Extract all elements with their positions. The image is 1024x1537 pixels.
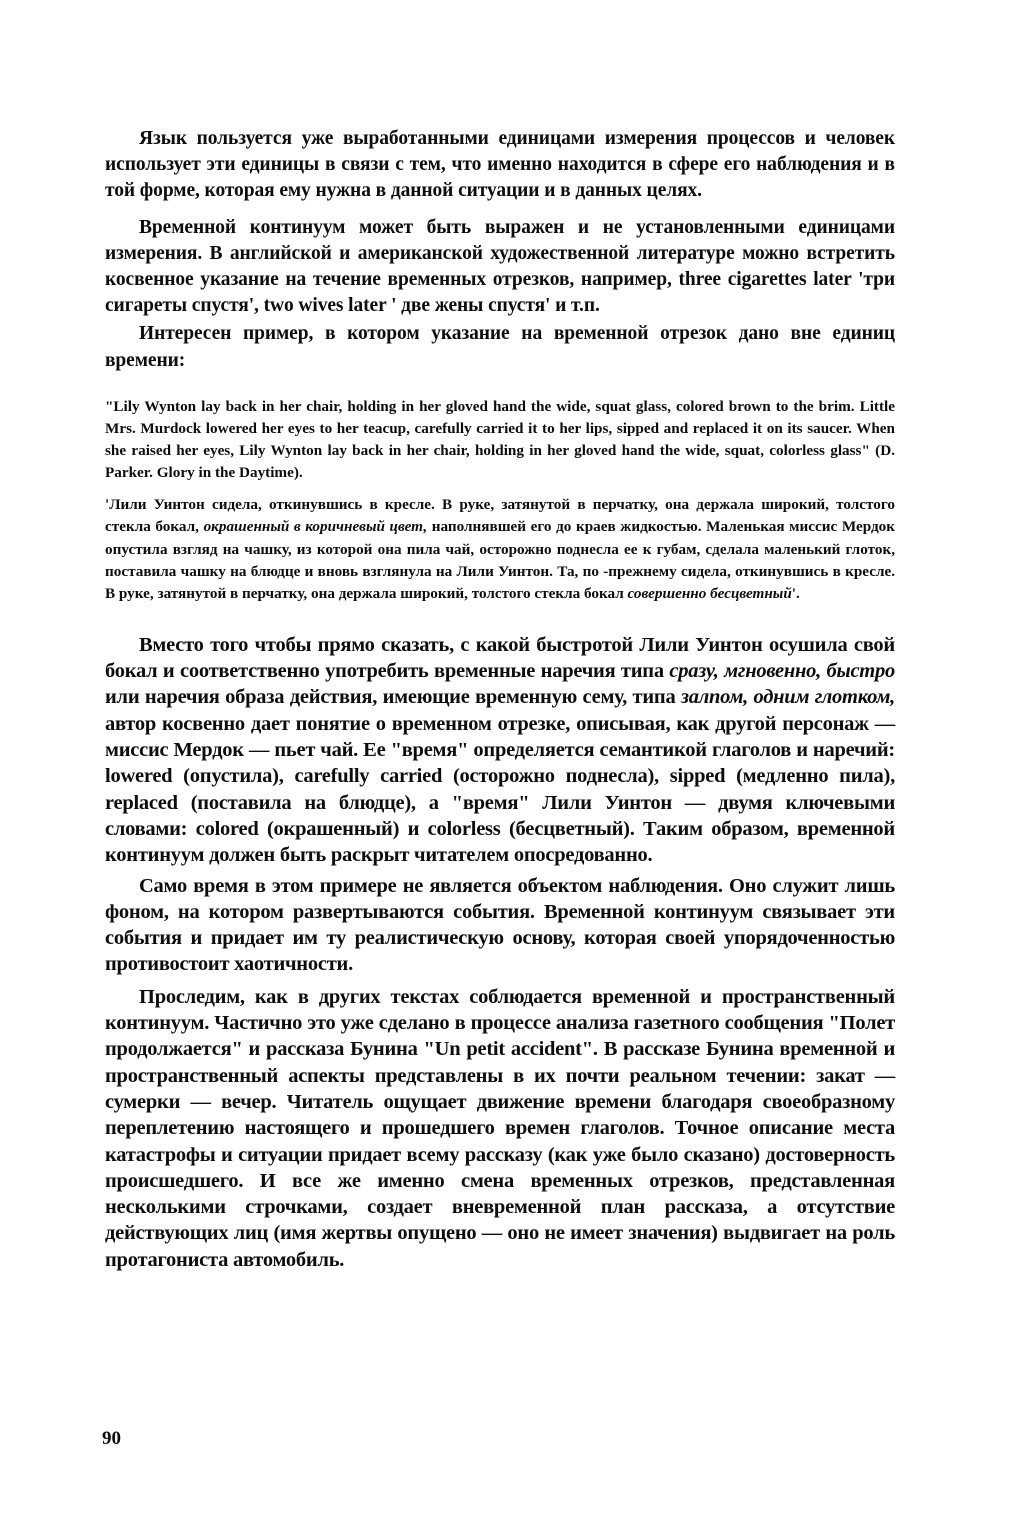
paragraph-4-text-3: автор косвенно дает понятие о временном отрезке, описывая, как другой персонаж — миссис Мердок — пьет чай. Ее "время" определяется семантикой глаголов и наречий: lowered (опустила), carefully carried (осторожно поднесла), sipped (медленно пила), replaced (поставила на блюдце), а "время" Лили Уинтон — двумя ключевыми словами: colored (окрашенный) и colorless (бесцветный). Таким образом, временной континуум должен быть раскрыт читателем опосредованно. <box>105 712 895 867</box>
quote-russian-text-1: 'Лили Уинтон сидела, откинувшись в кресле. В руке, затянутой в перчатку, она держала широкий, толстого стекла бокал, <box>105 495 895 536</box>
quote-russian <box>105 494 895 606</box>
paragraph-4-emphasis-2: залпом, одним глотком, <box>680 686 895 709</box>
paragraph-4-text-1: Вместо того чтобы прямо сказать, с какой быстротой Лили Уинтон осушила свой бокал и соответственно употребить временные наречия типа <box>105 633 895 683</box>
paragraph-4 <box>105 632 895 869</box>
paragraph-4-text-2: или наречия образа действия, имеющие временную сему, типа <box>105 686 681 709</box>
paragraph-5: Само время в этом примере не является объектом наблюдения. Оно служит лишь фоном, на котором развертываются события. Временной континуум связывает эти события и придает им ту реалистическую основу, которая своей упорядоченностью противостоит хаотичности. <box>105 874 895 976</box>
quote-english: "Lily Wynton lay back in her chair, holding in her gloved hand the wide, squat glass, colored brown to the brim. Little Mrs. Murdock lowered her eyes to her teacup, carefully carried it to her lips, sipped and replaced it on its saucer. When she raised her eyes, Lily Wynton lay back in her chair, holding in her gloved hand the wide, squat, colorless glass" (D. Parker. Glory in the Daytime). <box>105 397 895 481</box>
paragraph-1: Язык пользуется уже выработанными единицами измерения процессов и человек использует эти единицы в связи с тем, что именно находится в сфере его наблюдения и в той форме, которая ему нужна в данной ситуации и в данных целях. <box>105 128 895 202</box>
quote-russian-text-2: наполнявшей его до краев жидкостью. Маленькая миссис Мердок опустила взгляд на чашку, из которой она пила чай, осторожно поднесла ее к губам, сделала маленький глоток, поставила чашку на блюдце и вновь взглянула на Лили Уинтон. Та, по -прежнему сидела, откинувшись в кресле. В руке, затянутой в перчатку, она держала широкий, толстого стекла бокал <box>105 518 895 603</box>
quote-russian-emphasis-1: окрашенный в коричневый цвет, <box>203 518 428 536</box>
quote-russian-text-3: '. <box>791 585 800 603</box>
paragraph-3: Интересен пример, в котором указание на временной отрезок дано вне единиц времени: <box>105 323 895 371</box>
paragraph-4-emphasis-1: сразу, мгновенно, быстро <box>669 660 895 683</box>
text-column <box>105 126 895 1273</box>
paragraph-6: Проследим, как в других текстах соблюдается временной и пространственный континуум. Частично это уже сделано в процессе анализа газетного сообщения "Полет продолжается" и рассказа Бунина "Un petit accident". В рассказе Бунина временной и пространственный аспекты представлены в их почти реальном течении: закат — сумерки — вечер. Читатель ощущает движение времени благодаря своеобразному переплетению настоящего и прошедшего времен глаголов. Точное описание места катастрофы и ситуации придает всему рассказу (как уже было сказано) достоверность происшедшего. И все же именно смена временных отрезков, представленная несколькими строчками, создает вневременной план рассказа, а отсутствие действующих лиц (имя жертвы опущено — оно не имеет значения) выдвигает на роль протагониста автомобиль. <box>105 985 895 1271</box>
paragraph-2: Временной континуум может быть выражен и не установленными единицами измерения. В английской и американской художественной литературе можно встретить косвенное указание на течение временных отрезков, например, three cigarettes later 'три сигареты спустя', two wives later ' две жены спустя' и т.п. <box>105 216 895 317</box>
page-number: 90 <box>102 1428 121 1449</box>
quote-russian-emphasis-2: совершенно бесцветный <box>627 585 792 603</box>
